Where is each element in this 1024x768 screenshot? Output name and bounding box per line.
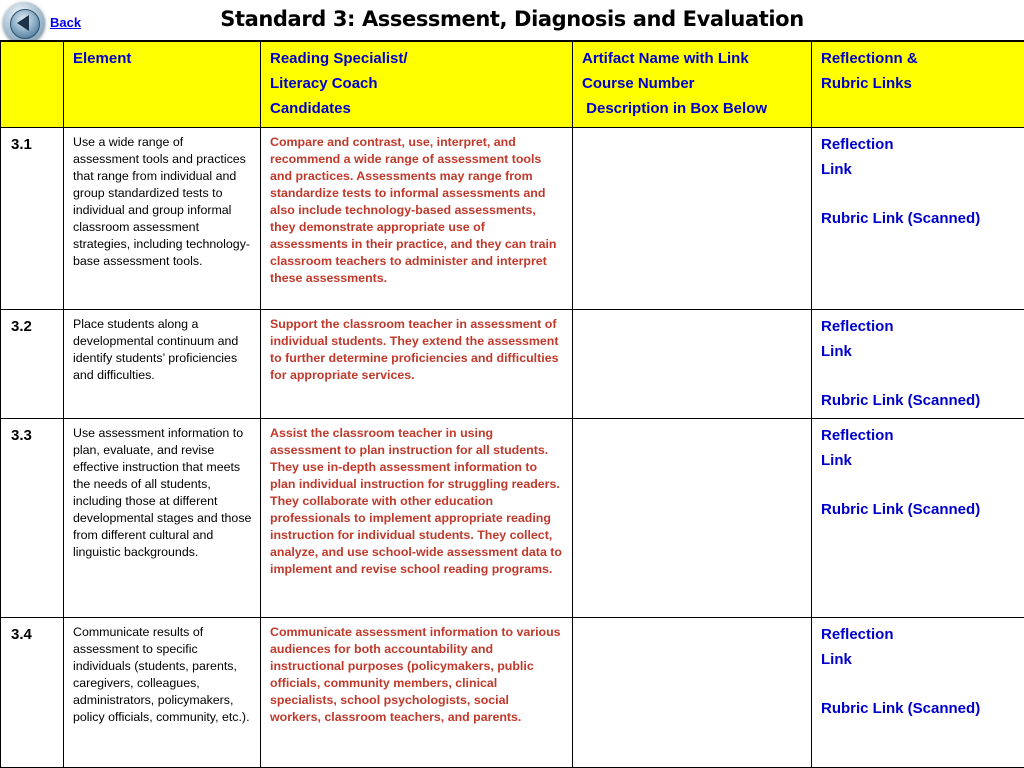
- reflection-link[interactable]: Reflection: [821, 318, 894, 335]
- candidates-text: Support the classroom teacher in assessment of individual students. They extend the assessment to further determine proficiencies and difficulties for appropriate services.: [270, 317, 559, 382]
- header-candidates-line-1: Reading Specialist/: [270, 50, 408, 67]
- link-link[interactable]: Link: [821, 342, 852, 360]
- table-header-row: [1, 41, 1024, 128]
- link-link[interactable]: Link: [821, 650, 852, 668]
- element-text: Place students along a developmental continuum and identify students’ proficiencies and difficulties.: [73, 317, 239, 382]
- row-number: 3.3: [11, 427, 32, 444]
- reflection-link[interactable]: Reflection: [821, 427, 894, 444]
- rubric-link[interactable]: Rubric Link (Scanned): [821, 699, 981, 717]
- reflection-link[interactable]: Reflection: [821, 626, 894, 643]
- header-artifact-line-1: Artifact Name with Link: [582, 50, 749, 67]
- artifact-cell[interactable]: [573, 128, 811, 134]
- header-candidates-cell: [261, 41, 573, 128]
- back-link[interactable]: Back: [50, 15, 82, 30]
- header-artifact-line-3: Description in Box Below: [582, 100, 768, 117]
- table-row: [1, 310, 1024, 419]
- row-number: 3.1: [11, 136, 32, 153]
- link-link[interactable]: Link: [821, 160, 852, 178]
- element-text: Communicate results of assessment to specific individuals (students, parents, caregivers, colleagues, administrators, policymakers, policy officials, community, etc.).: [73, 625, 250, 724]
- header-candidates-line-3: Candidates: [270, 100, 351, 117]
- element-text: Use a wide range of assessment tools and practices that range from individual and group standardized tests to individual and group informal classroom assessment strategies, including technology-base assessment tools.: [73, 135, 251, 268]
- link-link[interactable]: Link: [821, 451, 852, 469]
- artifact-cell[interactable]: [573, 310, 811, 316]
- candidates-text: Communicate assessment information to various audiences for both accountability and instructional purposes (policymakers, public officials, community members, clinical specialists, school psychologists, social workers, classroom teachers, and parents.: [270, 625, 561, 724]
- header-element-cell: [64, 41, 261, 128]
- header-reflection-cell: [812, 41, 1024, 128]
- table-row: [1, 419, 1024, 618]
- page-title: Standard 3: Assessment, Diagnosis and Evaluation: [220, 7, 804, 31]
- rubric-link[interactable]: Rubric Link (Scanned): [821, 500, 981, 518]
- artifact-cell[interactable]: [573, 618, 811, 624]
- header-number-cell: [1, 41, 64, 128]
- standards-table: [0, 40, 1024, 768]
- rubric-link[interactable]: Rubric Link (Scanned): [821, 209, 981, 227]
- row-number: 3.4: [11, 626, 32, 643]
- header-reflection-line-2: Rubric Links: [821, 75, 912, 92]
- reflection-link[interactable]: Reflection: [821, 136, 894, 153]
- element-text: Use assessment information to plan, evaluate, and revise effective instruction that meets the needs of all students, including those at different developmental stages and those from different cultural and linguistic backgrounds.: [73, 426, 252, 559]
- row-number: 3.2: [11, 318, 32, 335]
- rubric-link[interactable]: Rubric Link (Scanned): [821, 391, 981, 409]
- header-element-label: Element: [73, 50, 132, 67]
- candidates-text: Assist the classroom teacher in using assessment to plan instruction for all students. They use in-depth assessment information to plan individual instruction for struggling readers. They collaborate with other education professionals to implement appropriate reading instruction for individual students. They collect, analyze, and use school-wide assessment data to implement and revise school reading programs.: [270, 426, 562, 576]
- header-artifact-line-2: Course Number: [582, 75, 695, 92]
- table-row: [1, 618, 1024, 768]
- candidates-text: Compare and contrast, use, interpret, and recommend a wide range of assessment tools and practices. Assessments may range from standardize tests to informal assessments and also include technology-based assessments, they demonstrate appropriate use of assessments in their practice, and they can train classroom teachers to administer and interpret these assessments.: [270, 135, 557, 285]
- header-candidates-line-2: Literacy Coach: [270, 75, 378, 92]
- header-artifact-cell: [573, 41, 812, 128]
- artifact-cell[interactable]: [573, 419, 811, 425]
- table-row: [1, 128, 1024, 310]
- header-reflection-line-1: Reflectionn &: [821, 50, 918, 67]
